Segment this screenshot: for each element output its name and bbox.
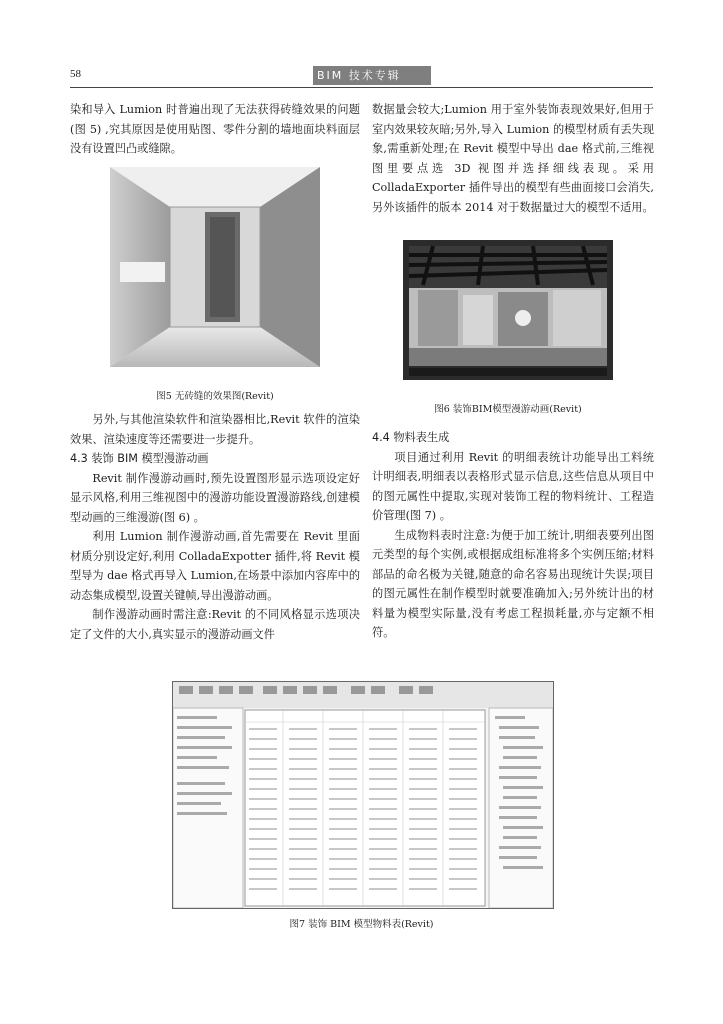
paragraph-4-3-b: 利用 Lumion 制作漫游动画,首先需要在 Revit 里面材质分别设定好,利用 ColladaExpotter 插件,将 Revit 模型导为 dae 格式再导入 Lumion,在场景中添加内容库中的动态集成模型,设置关键帧,导出漫游动画。 [70,530,361,602]
left-column-bottom [70,410,360,644]
heading-4-3: 4.3 装饰 BIM 模型漫游动画 [70,452,209,465]
figure-6-animation [403,240,613,380]
heading-4-4: 4.4 物料表生成 [372,431,450,444]
journal-header: BIM 技术专辑 [313,66,431,85]
paragraph-4-3-c: 制作漫游动画时需注意:Revit 的不同风格显示选项决定了文件的大小,真实显示的漫游动画文件 [70,608,360,641]
page-number: 58 [70,68,81,80]
paragraph-4-3-a: Revit 制作漫游动画时,预先设置图形显示选项设定好显示风格,利用三维视图中的漫游功能设置漫游路线,创建模型动画的三维漫游(图 6) 。 [70,471,360,524]
header-rule [70,87,653,88]
paragraph-4-4-a: 项目通过利用 Revit 的明细表统计功能导出工料统计明细表,明细表以表格形式显示信息,这些信息从项目中的图元属性中提取,实现对装饰工程的物料统计、工程造价管理(图 7) 。 [372,450,654,522]
figure-7-caption: 图7 装饰 BIM 模型物料表(Revit) [289,919,434,930]
paragraph-after-fig5: 另外,与其他渲染软件和渲染器相比,Revit 软件的渲染效果、渲染速度等还需要进一步提升。 [70,413,360,446]
paragraph-intro: 染和导入 Lumion 时普遍出现了无法获得砖缝效果的问题(图 5) ,究其原因是使用贴图、零件分割的墙地面块料面层没有设置凹凸或缝隙。 [70,103,360,155]
figure-6-caption: 图6 装饰BIM模型漫游动画(Revit) [434,404,582,415]
right-column-top [372,100,654,217]
figure-5-caption: 图5 无砖缝的效果图(Revit) [156,391,274,402]
right-column-bottom [372,428,654,643]
paragraph-continuation: 数据量会较大;Lumion 用于室外装饰表现效果好,但用于室内效果较灰暗;另外,导入 Lumion 的模型材质有丢失现象,需重新处理;在 Revit 模型中导出 dae 格式前,三维视图里要点选 3D 视图并选择细线表现。采用 ColladaExporter 插件导出的模型有些曲面接口会消失,另外该插件的版本 2014 对于数据量过大的模型不适用。 [372,103,654,214]
figure-5-render [110,167,320,367]
paragraph-4-4-b: 生成物料表时注意:为便于加工统计,明细表要列出图元类型的每个实例,或根据成组标准将多个实例压缩;材料部品的命名极为关键,随意的命名容易出现统计失误;项目的图元属性在制作模型时就要准确加入;另外统计出的材料量为模型实际量,没有考虑工程损耗量,亦与定额不相符。 [372,528,654,639]
figure-7-schedule-screenshot [172,681,554,909]
left-column-top [70,100,360,159]
